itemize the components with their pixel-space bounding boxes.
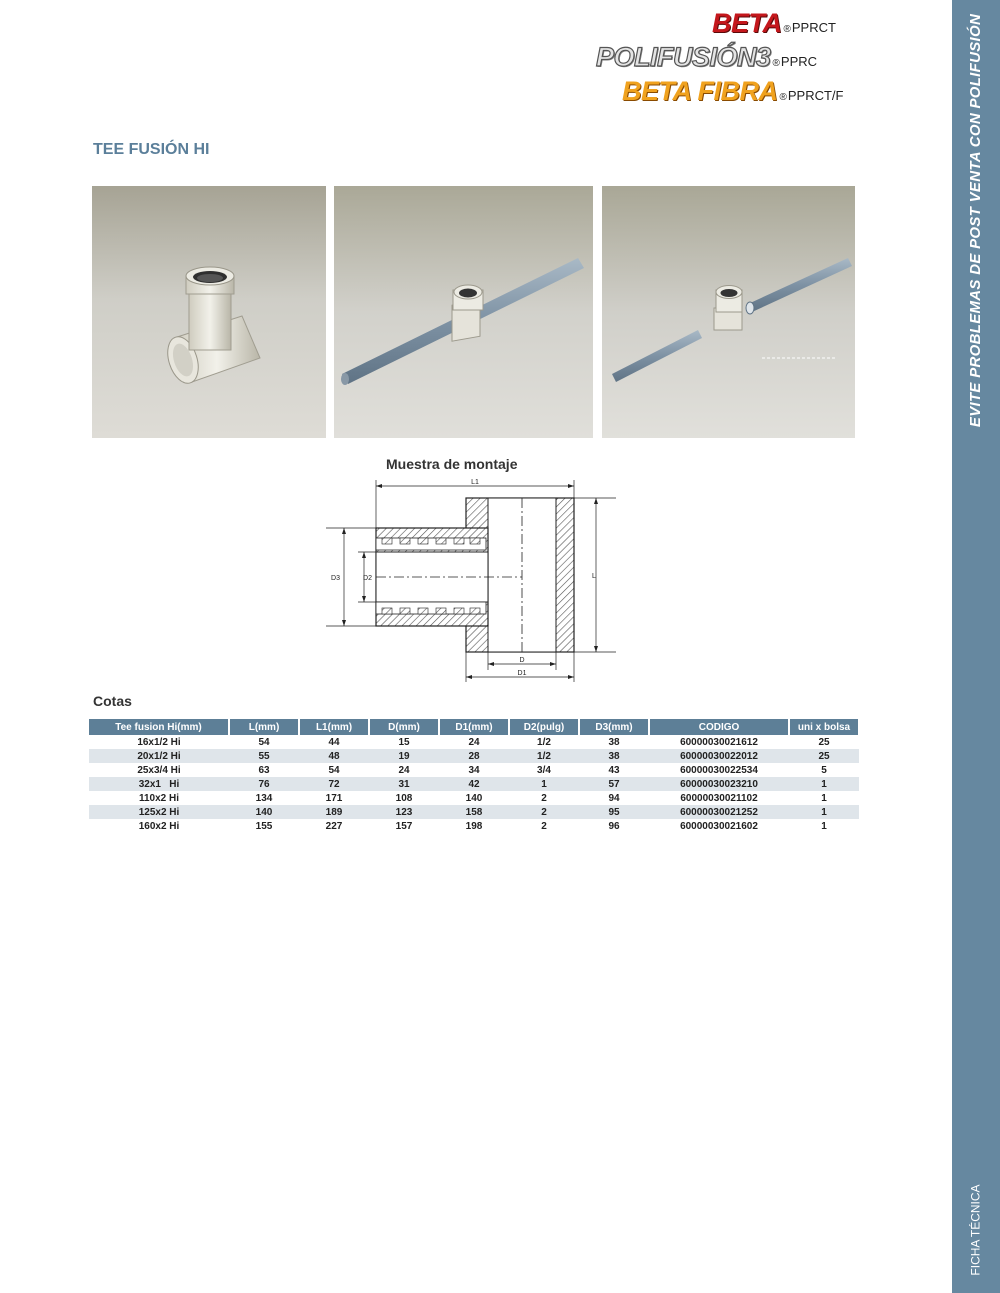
dim-label-l1: L1 — [471, 479, 479, 486]
table-cell: 60000030021612 — [680, 736, 758, 748]
page-title: TEE FUSIÓN HI — [93, 141, 210, 158]
table-cell: 189 — [299, 805, 369, 819]
table-cell: 20x1/2 Hi — [89, 749, 229, 763]
table-cell: 123 — [369, 805, 439, 819]
table-cell: 1 — [821, 792, 827, 804]
brand-name: BETA — [712, 8, 782, 38]
table-row — [89, 735, 859, 749]
header-cell: D1(mm) — [439, 719, 509, 735]
dim-label-d1: D1 — [517, 670, 527, 677]
table-cell: 1/2 — [509, 749, 579, 763]
brand-name: POLIFUSIÓN3 — [596, 42, 771, 72]
dim-label-d2: D2 — [363, 575, 372, 582]
header-cell: Tee fusion Hi(mm) — [89, 719, 229, 735]
table-cell: 60000030023210 — [649, 777, 789, 791]
header-cell: D3(mm) — [579, 719, 649, 735]
sidebar-slogan-text: EVITE PROBLEMAS DE POST VENTA CON POLIFUSIÓN — [967, 13, 985, 427]
table-cell: 2 — [541, 820, 547, 832]
table-cell: 96 — [608, 820, 620, 832]
table-row — [89, 819, 859, 833]
registered-mark: ® — [772, 58, 780, 69]
table-cell: 1 — [509, 777, 579, 791]
dimensions-table — [89, 719, 860, 833]
brand-beta — [712, 8, 836, 39]
table-cell: 16x1/2 Hi — [137, 736, 181, 748]
table-cell: 54 — [328, 764, 340, 776]
header-cell: L(mm) — [229, 719, 299, 735]
table-row — [89, 791, 859, 805]
table-cell: 57 — [579, 777, 649, 791]
mounting-diagram — [320, 474, 620, 691]
brand-polifusion3 — [596, 42, 817, 73]
table-cell: 1 — [789, 777, 859, 791]
table-header-row — [89, 719, 859, 735]
table-cell: 94 — [608, 792, 620, 804]
table-cell: 25 — [818, 736, 830, 748]
table-cell: 19 — [369, 749, 439, 763]
brand-beta-fibra — [622, 76, 843, 107]
header-cell: uni x bolsa — [789, 719, 859, 735]
brand-suffix: PPRCT/F — [787, 88, 844, 103]
table-cell: 72 — [299, 777, 369, 791]
table-cell: 60000030022012 — [649, 749, 789, 763]
registered-mark: ® — [783, 24, 791, 35]
table-cell: 1/2 — [537, 736, 551, 748]
table-cell: 42 — [439, 777, 509, 791]
table-cell: 134 — [255, 792, 273, 804]
table-cell: 160x2 Hi — [138, 820, 180, 832]
brand-name: BETA FIBRA — [622, 76, 778, 106]
table-cell: 60000030021252 — [649, 805, 789, 819]
dim-label-l: L — [592, 573, 596, 580]
table-cell: 48 — [299, 749, 369, 763]
header-cell: D(mm) — [369, 719, 439, 735]
registered-mark: ® — [779, 92, 787, 103]
brand-suffix: PPRCT — [791, 20, 836, 35]
section-title-cotas: Cotas — [93, 693, 132, 709]
table-row — [89, 763, 859, 777]
table-cell: 2 — [541, 792, 547, 804]
table-cell: 110x2 Hi — [138, 792, 180, 804]
table-cell: 140 — [229, 805, 299, 819]
product-photo-installed — [334, 186, 593, 438]
sidebar-footer-text: FICHA TÉCNICA — [969, 1184, 983, 1276]
table-cell: 3/4 — [537, 764, 551, 776]
dim-label-d3: D3 — [331, 575, 340, 582]
table-cell: 43 — [608, 764, 620, 776]
table-cell: 24 — [398, 764, 410, 776]
table-row — [89, 749, 859, 763]
table-cell: 95 — [579, 805, 649, 819]
table-cell: 44 — [328, 736, 340, 748]
table-cell: 1 — [821, 820, 827, 832]
table-cell: 2 — [509, 805, 579, 819]
product-photo-tee — [92, 186, 326, 438]
header-cell: D2(pulg) — [509, 719, 579, 735]
table-cell: 25x3/4 Hi — [137, 764, 181, 776]
table-cell: 171 — [325, 792, 343, 804]
table-cell: 140 — [465, 792, 483, 804]
table-row — [89, 777, 859, 791]
table-cell: 25 — [789, 749, 859, 763]
table-cell: 32x1 Hi — [89, 777, 229, 791]
table-cell: 125x2 Hi — [89, 805, 229, 819]
sidebar-footer — [952, 1170, 1000, 1290]
table-cell: 198 — [465, 820, 483, 832]
table-cell: 60000030021602 — [680, 820, 758, 832]
table-cell: 55 — [229, 749, 299, 763]
dim-label-d: D — [519, 657, 525, 664]
table-cell: 1 — [789, 805, 859, 819]
table-cell: 5 — [821, 764, 827, 776]
header-cell: CODIGO — [649, 719, 789, 735]
sidebar-slogan — [952, 0, 1000, 440]
brand-suffix: PPRC — [780, 54, 818, 69]
table-cell: 155 — [255, 820, 273, 832]
table-cell: 38 — [579, 749, 649, 763]
table-cell: 60000030021102 — [680, 792, 758, 804]
table-cell: 24 — [468, 736, 480, 748]
product-photo-exploded — [602, 186, 855, 438]
table-cell: 34 — [468, 764, 480, 776]
table-cell: 54 — [258, 736, 270, 748]
header-cell: L1(mm) — [299, 719, 369, 735]
table-cell: 157 — [395, 820, 413, 832]
table-cell: 15 — [398, 736, 410, 748]
table-cell: 60000030022534 — [680, 764, 758, 776]
table-cell: 38 — [608, 736, 620, 748]
table-cell: 28 — [439, 749, 509, 763]
table-cell: 227 — [325, 820, 343, 832]
table-cell: 31 — [369, 777, 439, 791]
table-cell: 108 — [395, 792, 413, 804]
table-row — [89, 805, 859, 819]
table-cell: 158 — [439, 805, 509, 819]
table-cell: 63 — [258, 764, 270, 776]
table-cell: 76 — [229, 777, 299, 791]
diagram-title: Muestra de montaje — [386, 456, 518, 472]
